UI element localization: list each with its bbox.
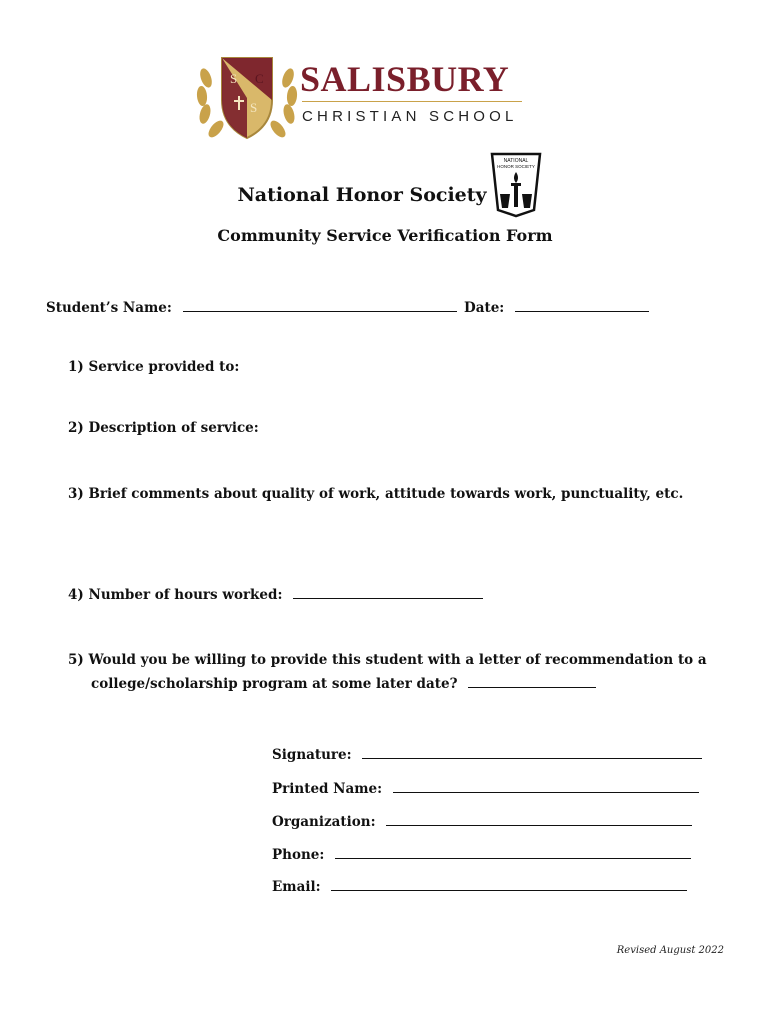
- hours-row: [68, 586, 483, 603]
- question-recommendation-cont: college/scholarship program at some later date?: [91, 676, 458, 692]
- hours-field[interactable]: [293, 586, 483, 599]
- printed-name-row: [272, 780, 699, 797]
- crest-letter: S: [230, 71, 238, 86]
- question-recommendation: 5) Would you be willing to provide this student with a letter of recommendation to a: [68, 652, 707, 668]
- signature-field[interactable]: [362, 746, 702, 759]
- question-comments: 3) Brief comments about quality of work, attitude towards work, punctuality, etc.: [68, 486, 684, 502]
- organization-label: Organization:: [272, 814, 376, 830]
- page-title: National Honor Society: [237, 184, 487, 206]
- date-field[interactable]: [515, 299, 649, 312]
- date-label: Date:: [464, 300, 505, 316]
- question-hours: 4) Number of hours worked:: [68, 587, 283, 603]
- email-label: Email:: [272, 879, 321, 895]
- recommendation-field[interactable]: [468, 675, 596, 688]
- organization-field[interactable]: [386, 813, 692, 826]
- student-name-label: Student’s Name:: [46, 300, 172, 316]
- crest-letter: C: [255, 71, 264, 86]
- organization-row: [272, 813, 692, 830]
- email-field[interactable]: [331, 878, 687, 891]
- signature-row: [272, 746, 702, 763]
- signature-label: Signature:: [272, 747, 352, 763]
- revision-note: Revised August 2022: [616, 945, 724, 956]
- date-row: [464, 299, 649, 316]
- student-name-row: [46, 299, 457, 316]
- printed-name-field[interactable]: [393, 780, 699, 793]
- question-description: 2) Description of service:: [68, 420, 259, 436]
- school-subtitle: CHRISTIAN SCHOOL: [302, 108, 518, 125]
- crest-letter: S: [250, 100, 258, 115]
- school-crest-icon: [192, 48, 302, 144]
- phone-label: Phone:: [272, 847, 325, 863]
- printed-name-label: Printed Name:: [272, 781, 383, 797]
- divider: [302, 101, 522, 102]
- torch-emblem-icon: [488, 150, 544, 220]
- emblem-text: NATIONAL: [503, 158, 529, 164]
- recommendation-row: [91, 675, 596, 692]
- student-name-field[interactable]: [183, 299, 457, 312]
- form-subtitle: Community Service Verification Form: [217, 226, 553, 245]
- emblem-text: HONOR SOCIETY: [497, 164, 535, 169]
- question-service-provided: 1) Service provided to:: [68, 359, 240, 375]
- nhs-emblem: [488, 150, 544, 220]
- phone-row: [272, 846, 691, 863]
- phone-field[interactable]: [335, 846, 691, 859]
- email-row: [272, 878, 687, 895]
- school-name: SALISBURY: [300, 59, 510, 99]
